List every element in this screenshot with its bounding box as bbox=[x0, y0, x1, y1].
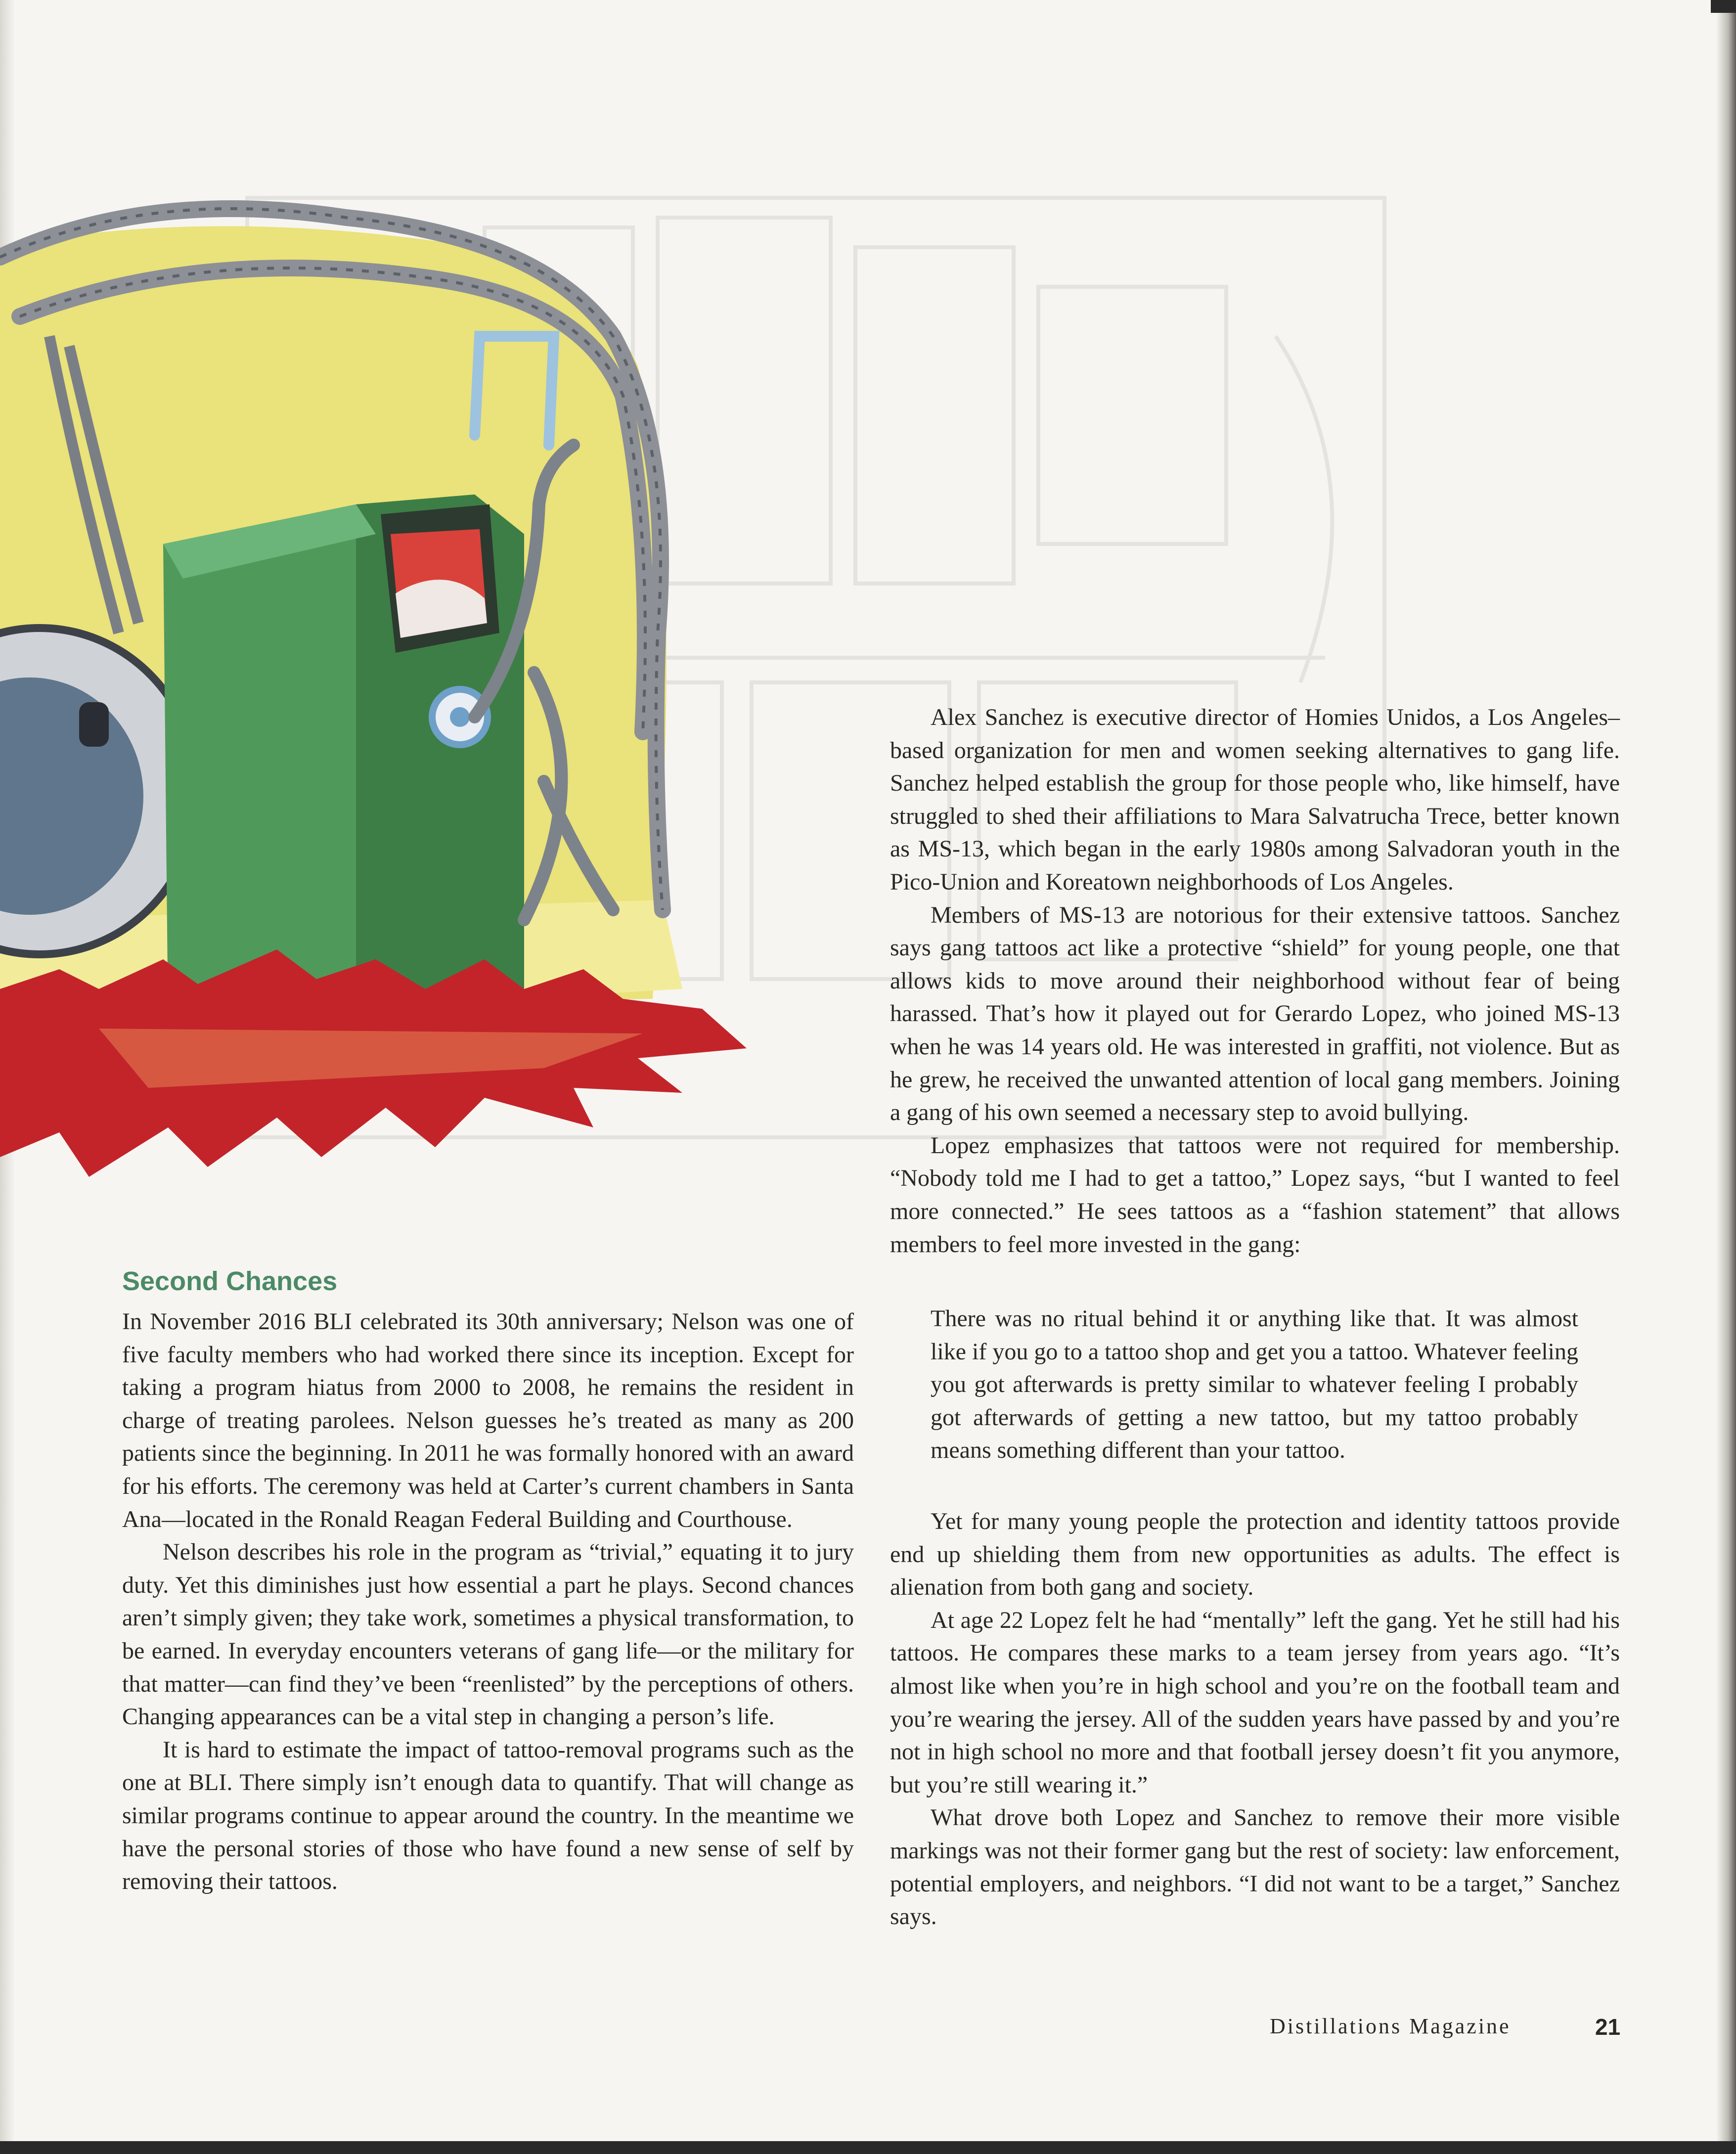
right-column-body bbox=[890, 701, 1620, 1261]
footer-magazine-name: Distillations Magazine bbox=[1270, 2014, 1511, 2038]
left-column-body bbox=[122, 1305, 854, 1898]
body-paragraph: At age 22 Lopez felt he had “mentally” left the gang. Yet he still had his tattoos. He compares these marks to a team jersey from years ago. “It’s almost like when you’re in high school and you’re on the football team and you’re wearing the jersey. All of the sudden years have passed by and you’re not in high school no more and that football jersey doesn’t fit you anymore, but you’re still wearing it.” bbox=[890, 1607, 1620, 1798]
scan-border-bottom bbox=[0, 2141, 1736, 2154]
right-column-body-continued bbox=[890, 1505, 1620, 1933]
scan-border bbox=[1711, 0, 1736, 13]
body-paragraph: Members of MS-13 are notorious for their extensive tattoos. Sanchez says gang tattoos act like a protective “shield” for young people, one that allows kids to move around their neighborhood without fear of being harassed. That’s how it played out for Gerardo Lopez, who joined MS-13 when he was 14 years old. He was interested in graffiti, not violence. But as he grew, he received the unwanted attention of local gang members. Joining a gang of his own seemed a necessary step to avoid bullying. bbox=[890, 901, 1620, 1126]
body-paragraph: What drove both Lopez and Sanchez to remove their more visible markings was not their former gang but the rest of society: law enforcement, potential employers, and neighbors. “I did not want to be a target,” Sanchez says. bbox=[890, 1804, 1620, 1930]
body-paragraph: Lopez emphasizes that tattoos were not required for membership. “Nobody told me I had to get a tattoo,” Lopez says, “but I wanted to feel more connected.” He sees tattoos as a “fashion statement” that allows members to feel more invested in the gang: bbox=[890, 1132, 1620, 1257]
body-paragraph: Nelson describes his role in the program as “trivial,” equating it to jury duty. Yet this diminishes just how essential a part he plays. Second chances aren’t simply given; they take work, sometimes a physical transformation, to be earned. In everyday encounters veterans of gang life—or the military for that matter—can find they’ve been “reenlisted” by the perceptions of others. Changing appearances can be a vital step in changing a person’s life. bbox=[122, 1539, 854, 1730]
block-quote-text: There was no ritual behind it or anything like that. It was almost like if you go to a tattoo shop and get you a tattoo. Whatever feeling you got afterwards is pretty similar to whatever feeling I probably got afterwards of getting a new tattoo, but my tattoo probably means something different than your tattoo. bbox=[931, 1305, 1578, 1464]
page-edge-shadow bbox=[1716, 0, 1736, 2154]
page-number: 21 bbox=[1595, 2014, 1621, 2040]
body-paragraph: In November 2016 BLI celebrated its 30th anniversary; Nelson was one of five faculty members who had worked there since its inception. Except for taking a program hiatus from 2000 to 2008, he remains the resident in charge of treating parolees. Nelson guesses he’s treated as many as 200 patients since the beginning. In 2011 he was formally honored with an award for his efforts. The ceremony was held at Carter’s current chambers in Santa Ana—located in the Ronald Reagan Federal Building and Courthouse. bbox=[122, 1308, 854, 1532]
body-paragraph: It is hard to estimate the impact of tattoo-removal programs such as the one at BLI. There simply isn’t enough data to quantify. That will change as similar programs continue to appear around the country. In the meantime we have the personal stories of those who have found a new sense of self by removing their tattoos. bbox=[122, 1736, 854, 1895]
block-quote bbox=[931, 1302, 1578, 1467]
body-paragraph: Yet for many young people the protection and identity tattoos provide end up shielding them from new opportunities as adults. The effect is alienation from both gang and society. bbox=[890, 1508, 1620, 1601]
section-heading: Second Chances bbox=[122, 1266, 338, 1296]
tattoo-removal-machine-illustration bbox=[0, 188, 761, 1207]
body-paragraph: Alex Sanchez is executive director of Homies Unidos, a Los Angeles–based organization for men and women seeking alternatives to gang life. Sanchez helped establish the group for those people who, like himself, have struggled to shed their affiliations to Mara Salvatrucha Trece, better known as MS-13, which began in the early 1980s among Salvadoran youth in the Pico-Union and Koreatown neighborhoods of Los Angeles. bbox=[890, 704, 1620, 895]
